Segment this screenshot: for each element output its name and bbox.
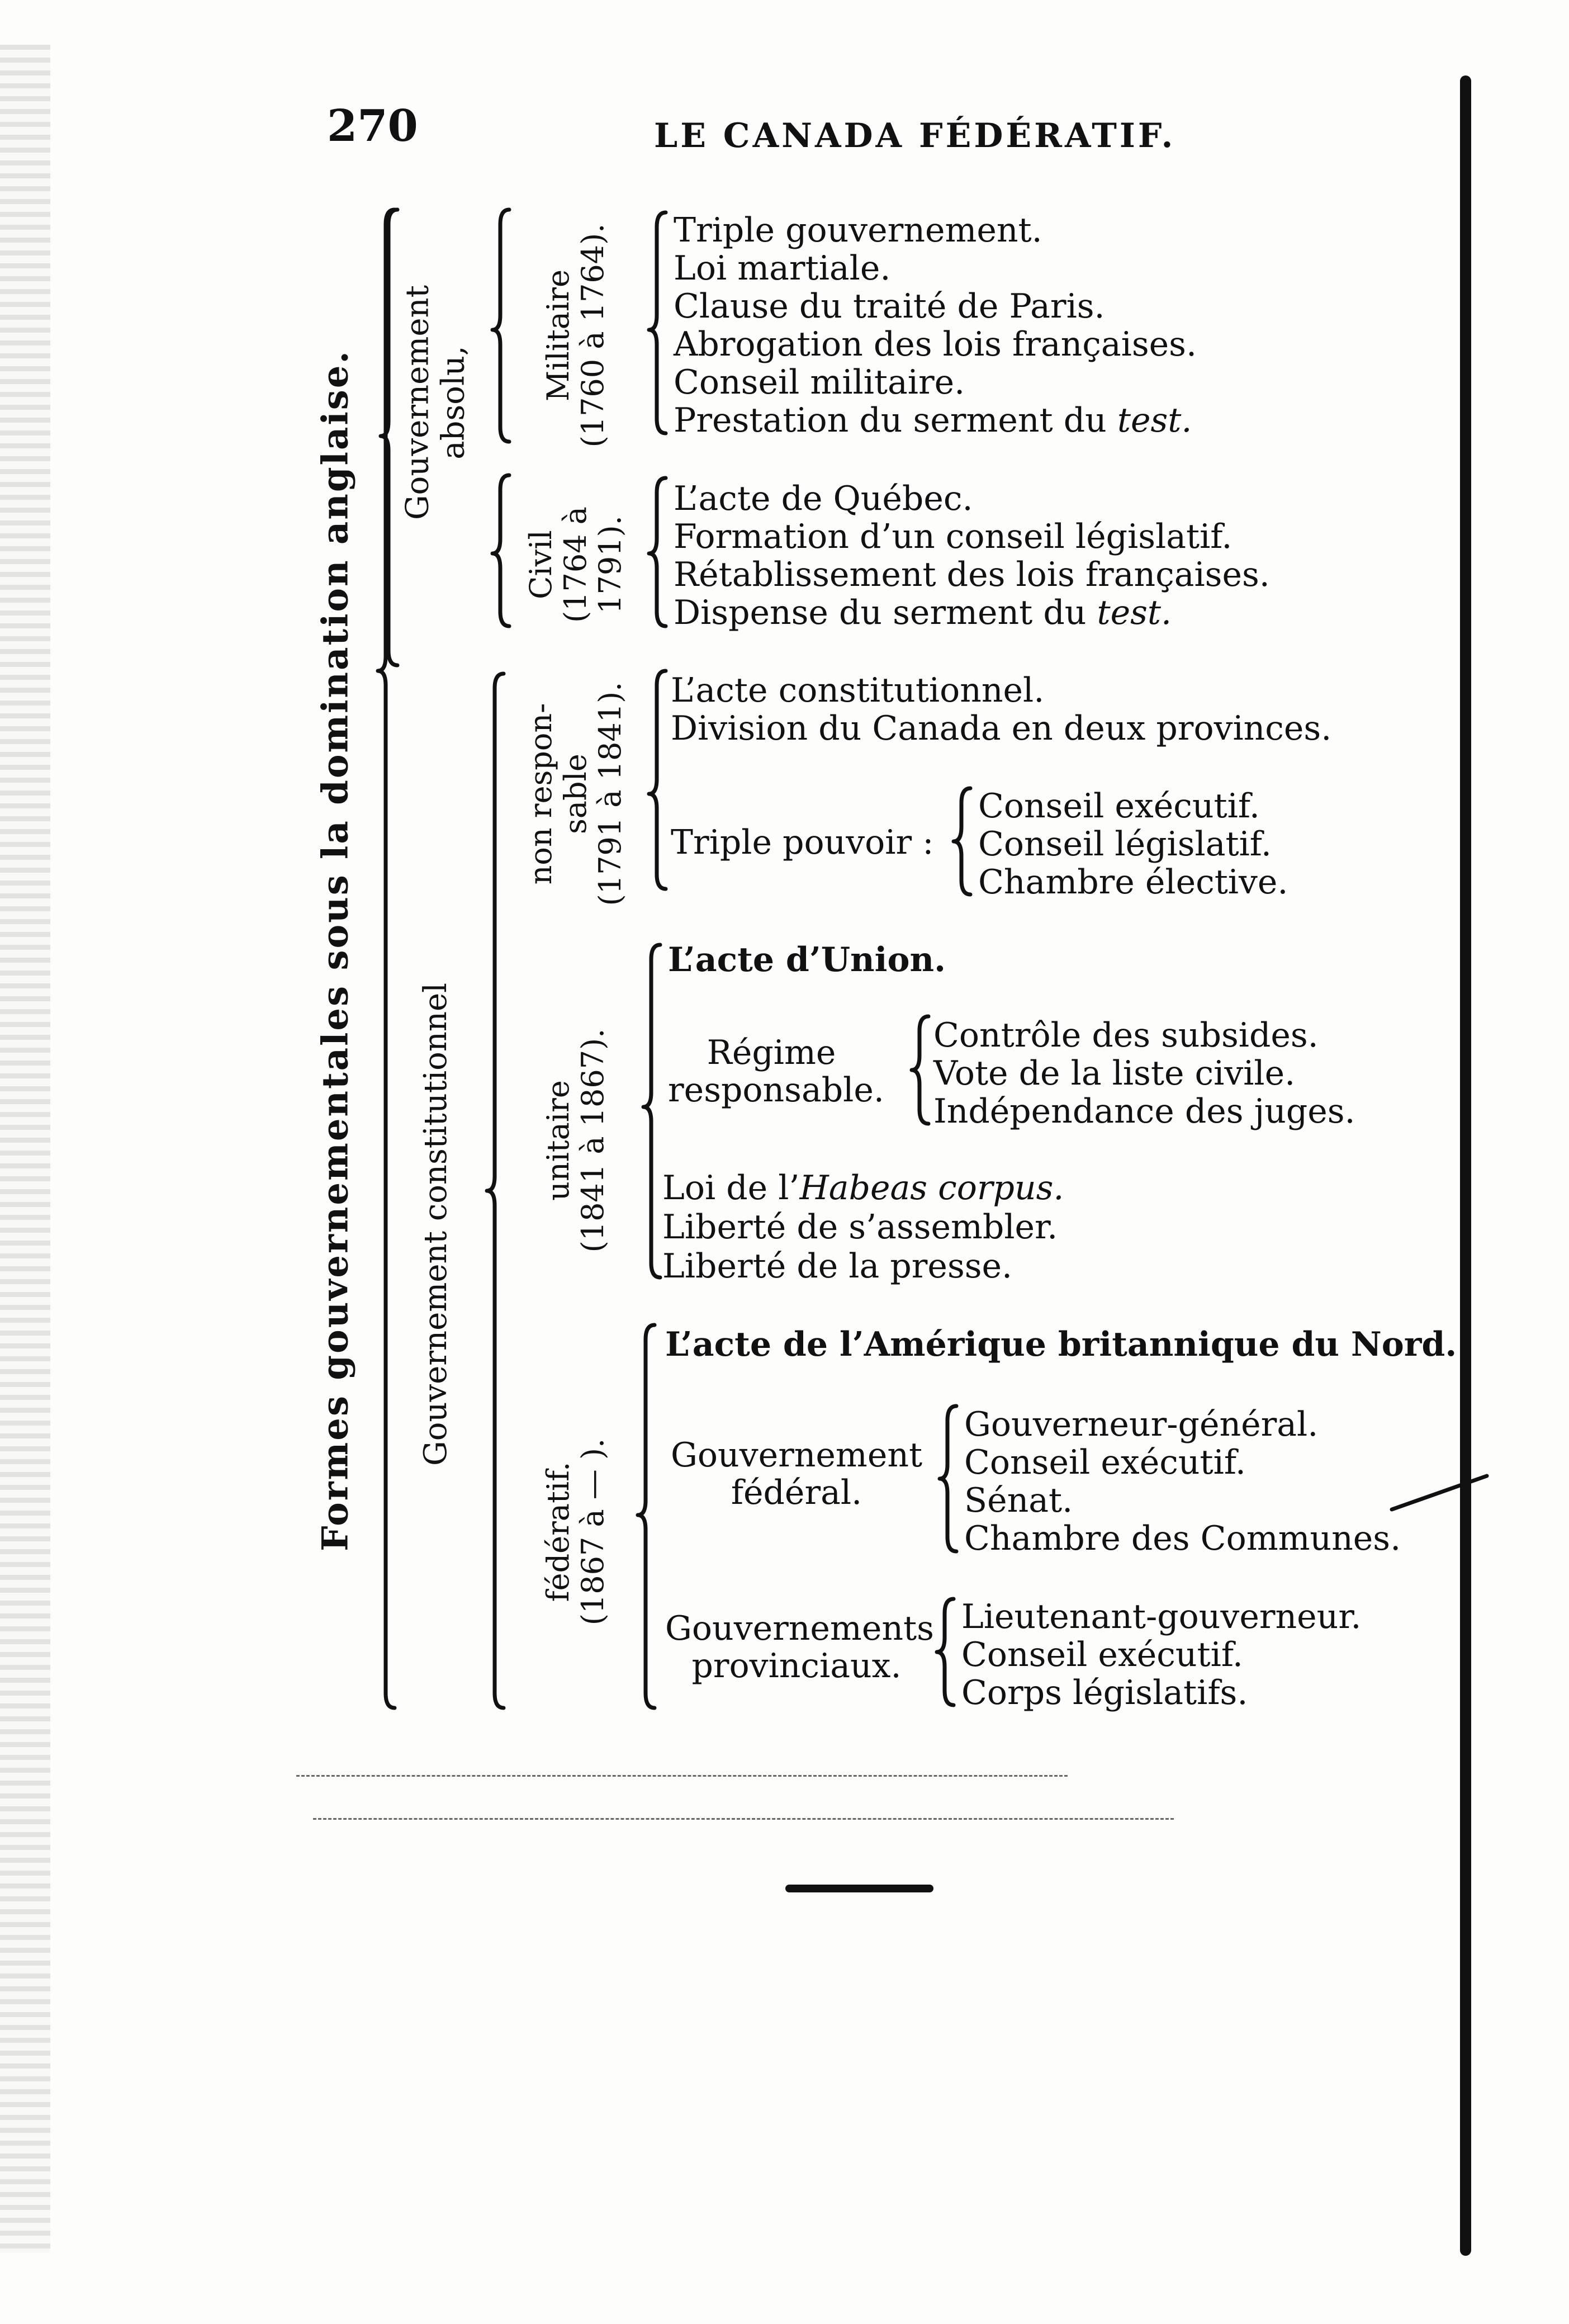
- curly-brace: [381, 210, 397, 665]
- unitaire-item: Liberté de la presse.: [662, 1247, 1013, 1286]
- provincial-item: Corps législatifs.: [961, 1673, 1248, 1712]
- triple-pouvoir-item: Conseil exécutif.: [978, 787, 1260, 826]
- label-civil: Civil (1764 à 1791).: [523, 507, 628, 623]
- civil-item: Dispense du serment du test.: [674, 593, 1172, 632]
- federal-item: Chambre des Communes.: [964, 1519, 1401, 1558]
- non-responsable-item: Division du Canada en deux provinces.: [671, 709, 1332, 748]
- civil-item: Formation d’un conseil législatif.: [674, 517, 1233, 556]
- page-number: 270: [327, 101, 418, 152]
- table-title: Formes gouvernementales sous la domination anglaise.: [314, 349, 357, 1551]
- militaire-item: Conseil militaire.: [674, 363, 965, 402]
- triple-pouvoir-item: Chambre élective.: [978, 863, 1288, 902]
- curly-brace: [937, 1599, 954, 1705]
- acte-union: L’acte d’Union.: [668, 940, 946, 979]
- label-federatif: fédératif. (1867 à — ).: [540, 1438, 610, 1626]
- curly-brace: [638, 1325, 655, 1708]
- acte-amerique-nord: L’acte de l’Amérique britannique du Nord.: [665, 1325, 1457, 1364]
- regime-item: Vote de la liste civile.: [933, 1054, 1296, 1093]
- regime-item: Indépendance des juges.: [933, 1092, 1355, 1131]
- label-unitaire: unitaire (1841 à 1867).: [540, 1028, 610, 1253]
- gouvernements-provinciaux-label: Gouvernements provinciaux.: [665, 1609, 934, 1686]
- triple-pouvoir-label: Triple pouvoir :: [671, 823, 934, 862]
- militaire-item: Prestation du serment du test.: [674, 401, 1192, 440]
- running-head: LE CANADA FÉDÉRATIF.: [654, 116, 1176, 155]
- curly-brace: [492, 210, 509, 442]
- militaire-item: Clause du traité de Paris.: [674, 287, 1105, 326]
- curly-brace: [487, 674, 504, 1708]
- curly-brace: [492, 475, 509, 626]
- regime-item: Contrôle des subsides.: [933, 1016, 1319, 1055]
- bottom-rule-dashed: [313, 1818, 1174, 1820]
- federal-item: Conseil exécutif.: [964, 1443, 1246, 1482]
- curly-brace: [649, 478, 666, 626]
- label-militaire: Militaire (1760 à 1764).: [540, 223, 610, 448]
- militaire-item: Loi martiale.: [674, 249, 891, 288]
- regime-responsable-label: Régime responsable.: [668, 1033, 884, 1110]
- end-rule: [785, 1885, 933, 1892]
- federal-item: Gouverneur-général.: [964, 1405, 1319, 1444]
- triple-pouvoir-item: Conseil législatif.: [978, 825, 1272, 864]
- civil-item: L’acte de Québec.: [674, 479, 973, 518]
- habeas-corpus-item: Loi de l’Habeas corpus.: [662, 1168, 1064, 1208]
- unitaire-item: Liberté de s’assembler.: [662, 1208, 1058, 1247]
- gouvernement-federal-label: Gouvernement fédéral.: [671, 1436, 923, 1513]
- curly-brace: [649, 212, 666, 433]
- militaire-item: Abrogation des lois françaises.: [674, 325, 1197, 364]
- curly-brace: [649, 671, 666, 889]
- provincial-item: Lieutenant-gouverneur.: [961, 1597, 1362, 1636]
- label-gouvernement-constitutionnel: Gouvernement constitutionnel: [417, 982, 454, 1466]
- bottom-rule-dashed: [296, 1775, 1068, 1777]
- curly-brace: [643, 945, 660, 1277]
- label-gouvernement-absolu: Gouvernement absolu,: [399, 285, 472, 520]
- militaire-item: Triple gouvernement.: [674, 211, 1042, 250]
- curly-brace: [912, 1016, 928, 1124]
- non-responsable-item: L’acte constitutionnel.: [671, 671, 1045, 710]
- curly-brace: [954, 788, 970, 894]
- curly-brace: [940, 1406, 956, 1551]
- label-non-responsable: non respon- sable (1791 à 1841).: [523, 681, 628, 906]
- provincial-item: Conseil exécutif.: [961, 1635, 1243, 1674]
- federal-item: Sénat.: [964, 1481, 1073, 1520]
- civil-item: Rétablissement des lois françaises.: [674, 555, 1270, 594]
